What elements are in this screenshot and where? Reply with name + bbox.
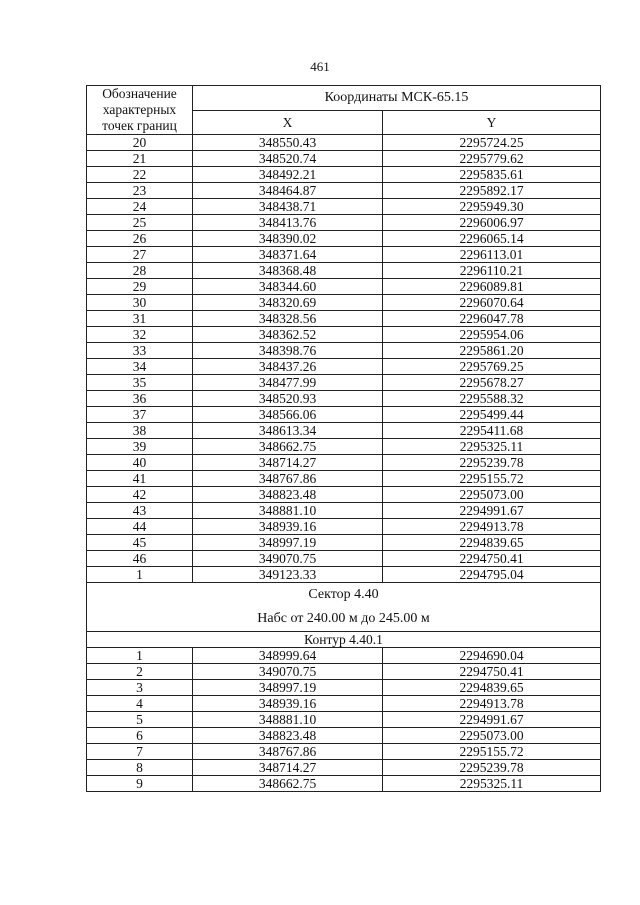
table-row <box>87 311 601 327</box>
table-body-contour <box>87 648 601 792</box>
table-row <box>87 776 601 792</box>
point-number-cell: 24 <box>87 199 193 215</box>
point-number-cell: 1 <box>87 567 193 583</box>
table-row <box>87 279 601 295</box>
table-body-sector-a <box>87 135 601 583</box>
point-number-cell: 37 <box>87 407 193 423</box>
table-row <box>87 199 601 215</box>
header-coordinate-system: Координаты МСК-65.15 <box>193 86 601 111</box>
x-coordinate-cell: 349123.33 <box>193 567 383 583</box>
x-coordinate-cell: 348939.16 <box>193 696 383 712</box>
point-number-cell: 23 <box>87 183 193 199</box>
x-coordinate-cell: 348328.56 <box>193 311 383 327</box>
y-coordinate-cell: 2294913.78 <box>383 519 601 535</box>
point-number-cell: 42 <box>87 487 193 503</box>
table-row <box>87 391 601 407</box>
point-number-cell: 2 <box>87 664 193 680</box>
point-number-cell: 9 <box>87 776 193 792</box>
x-coordinate-cell: 348714.27 <box>193 760 383 776</box>
point-number-cell: 3 <box>87 680 193 696</box>
table-row <box>87 455 601 471</box>
x-coordinate-cell: 348492.21 <box>193 167 383 183</box>
x-coordinate-cell: 348939.16 <box>193 519 383 535</box>
y-coordinate-cell: 2296047.78 <box>383 311 601 327</box>
point-number-cell: 45 <box>87 535 193 551</box>
x-coordinate-cell: 348437.26 <box>193 359 383 375</box>
header-y: Y <box>383 110 601 135</box>
table-row <box>87 263 601 279</box>
table-row <box>87 135 601 151</box>
table-row <box>87 407 601 423</box>
point-number-cell: 27 <box>87 247 193 263</box>
table-row <box>87 375 601 391</box>
point-number-cell: 22 <box>87 167 193 183</box>
y-coordinate-cell: 2294690.04 <box>383 648 601 664</box>
table-row <box>87 648 601 664</box>
table-row <box>87 712 601 728</box>
point-number-cell: 6 <box>87 728 193 744</box>
y-coordinate-cell: 2294839.65 <box>383 680 601 696</box>
y-coordinate-cell: 2295239.78 <box>383 760 601 776</box>
x-coordinate-cell: 348997.19 <box>193 680 383 696</box>
point-number-cell: 21 <box>87 151 193 167</box>
point-number-cell: 32 <box>87 327 193 343</box>
x-coordinate-cell: 348520.74 <box>193 151 383 167</box>
x-coordinate-cell: 348413.76 <box>193 215 383 231</box>
y-coordinate-cell: 2294991.67 <box>383 712 601 728</box>
table-header <box>87 86 601 135</box>
x-coordinate-cell: 348881.10 <box>193 503 383 519</box>
contour-title: Контур 4.40.1 <box>87 632 601 648</box>
header-point-label: Обозначение характерных точек границ <box>87 86 193 135</box>
point-number-cell: 25 <box>87 215 193 231</box>
point-number-cell: 41 <box>87 471 193 487</box>
y-coordinate-cell: 2296070.64 <box>383 295 601 311</box>
y-coordinate-cell: 2294795.04 <box>383 567 601 583</box>
y-coordinate-cell: 2296113.01 <box>383 247 601 263</box>
y-coordinate-cell: 2295588.32 <box>383 391 601 407</box>
y-coordinate-cell: 2295949.30 <box>383 199 601 215</box>
header-x: X <box>193 110 383 135</box>
table-row <box>87 696 601 712</box>
point-number-cell: 38 <box>87 423 193 439</box>
x-coordinate-cell: 348714.27 <box>193 455 383 471</box>
x-coordinate-cell: 348344.60 <box>193 279 383 295</box>
table-row <box>87 151 601 167</box>
point-number-cell: 20 <box>87 135 193 151</box>
point-number-cell: 26 <box>87 231 193 247</box>
y-coordinate-cell: 2295892.17 <box>383 183 601 199</box>
x-coordinate-cell: 348368.48 <box>193 263 383 279</box>
y-coordinate-cell: 2294991.67 <box>383 503 601 519</box>
point-number-cell: 40 <box>87 455 193 471</box>
point-number-cell: 28 <box>87 263 193 279</box>
y-coordinate-cell: 2295325.11 <box>383 776 601 792</box>
table-row <box>87 535 601 551</box>
table-row <box>87 343 601 359</box>
table-row <box>87 359 601 375</box>
x-coordinate-cell: 348662.75 <box>193 439 383 455</box>
x-coordinate-cell: 348662.75 <box>193 776 383 792</box>
table-row <box>87 471 601 487</box>
x-coordinate-cell: 349070.75 <box>193 664 383 680</box>
point-number-cell: 39 <box>87 439 193 455</box>
x-coordinate-cell: 348613.34 <box>193 423 383 439</box>
x-coordinate-cell: 348823.48 <box>193 728 383 744</box>
y-coordinate-cell: 2295769.25 <box>383 359 601 375</box>
point-number-cell: 7 <box>87 744 193 760</box>
table-row <box>87 519 601 535</box>
point-number-cell: 29 <box>87 279 193 295</box>
point-number-cell: 30 <box>87 295 193 311</box>
y-coordinate-cell: 2295073.00 <box>383 487 601 503</box>
point-number-cell: 1 <box>87 648 193 664</box>
table-row <box>87 503 601 519</box>
x-coordinate-cell: 348823.48 <box>193 487 383 503</box>
x-coordinate-cell: 348767.86 <box>193 471 383 487</box>
point-number-cell: 36 <box>87 391 193 407</box>
sector-height-range: Набс от 240.00 м до 245.00 м <box>257 611 430 626</box>
x-coordinate-cell: 349070.75 <box>193 551 383 567</box>
point-number-cell: 31 <box>87 311 193 327</box>
y-coordinate-cell: 2296006.97 <box>383 215 601 231</box>
sector-title: Сектор 4.40 <box>308 587 379 602</box>
table-row <box>87 728 601 744</box>
point-number-cell: 46 <box>87 551 193 567</box>
x-coordinate-cell: 348477.99 <box>193 375 383 391</box>
y-coordinate-cell: 2294839.65 <box>383 535 601 551</box>
table-row <box>87 423 601 439</box>
y-coordinate-cell: 2295835.61 <box>383 167 601 183</box>
x-coordinate-cell: 348997.19 <box>193 535 383 551</box>
table-row <box>87 664 601 680</box>
y-coordinate-cell: 2295954.06 <box>383 327 601 343</box>
y-coordinate-cell: 2295861.20 <box>383 343 601 359</box>
point-number-cell: 35 <box>87 375 193 391</box>
y-coordinate-cell: 2295779.62 <box>383 151 601 167</box>
y-coordinate-cell: 2295411.68 <box>383 423 601 439</box>
point-number-cell: 4 <box>87 696 193 712</box>
coordinates-table <box>86 85 601 792</box>
point-number-cell: 44 <box>87 519 193 535</box>
x-coordinate-cell: 348566.06 <box>193 407 383 423</box>
point-number-cell: 8 <box>87 760 193 776</box>
sector-block <box>87 583 601 648</box>
x-coordinate-cell: 348362.52 <box>193 327 383 343</box>
table-row <box>87 744 601 760</box>
y-coordinate-cell: 2295155.72 <box>383 471 601 487</box>
y-coordinate-cell: 2294750.41 <box>383 551 601 567</box>
y-coordinate-cell: 2295325.11 <box>383 439 601 455</box>
x-coordinate-cell: 348767.86 <box>193 744 383 760</box>
table-row <box>87 167 601 183</box>
point-number-cell: 34 <box>87 359 193 375</box>
y-coordinate-cell: 2294913.78 <box>383 696 601 712</box>
y-coordinate-cell: 2296089.81 <box>383 279 601 295</box>
point-number-cell: 5 <box>87 712 193 728</box>
table-row <box>87 295 601 311</box>
y-coordinate-cell: 2295678.27 <box>383 375 601 391</box>
table-row <box>87 680 601 696</box>
x-coordinate-cell: 348464.87 <box>193 183 383 199</box>
y-coordinate-cell: 2295155.72 <box>383 744 601 760</box>
y-coordinate-cell: 2295239.78 <box>383 455 601 471</box>
table-row <box>87 215 601 231</box>
x-coordinate-cell: 348398.76 <box>193 343 383 359</box>
x-coordinate-cell: 348320.69 <box>193 295 383 311</box>
x-coordinate-cell: 348390.02 <box>193 231 383 247</box>
y-coordinate-cell: 2296110.21 <box>383 263 601 279</box>
page-number: 461 <box>310 59 330 74</box>
table-row <box>87 567 601 583</box>
table-row <box>87 439 601 455</box>
x-coordinate-cell: 348999.64 <box>193 648 383 664</box>
sector-heading <box>87 583 601 632</box>
y-coordinate-cell: 2294750.41 <box>383 664 601 680</box>
table-row <box>87 487 601 503</box>
table-row <box>87 183 601 199</box>
table-row <box>87 327 601 343</box>
x-coordinate-cell: 348371.64 <box>193 247 383 263</box>
point-number-cell: 43 <box>87 503 193 519</box>
table-row <box>87 760 601 776</box>
x-coordinate-cell: 348438.71 <box>193 199 383 215</box>
table-row <box>87 231 601 247</box>
x-coordinate-cell: 348881.10 <box>193 712 383 728</box>
y-coordinate-cell: 2295073.00 <box>383 728 601 744</box>
y-coordinate-cell: 2296065.14 <box>383 231 601 247</box>
table-row <box>87 551 601 567</box>
table-row <box>87 247 601 263</box>
y-coordinate-cell: 2295499.44 <box>383 407 601 423</box>
x-coordinate-cell: 348550.43 <box>193 135 383 151</box>
x-coordinate-cell: 348520.93 <box>193 391 383 407</box>
point-number-cell: 33 <box>87 343 193 359</box>
y-coordinate-cell: 2295724.25 <box>383 135 601 151</box>
